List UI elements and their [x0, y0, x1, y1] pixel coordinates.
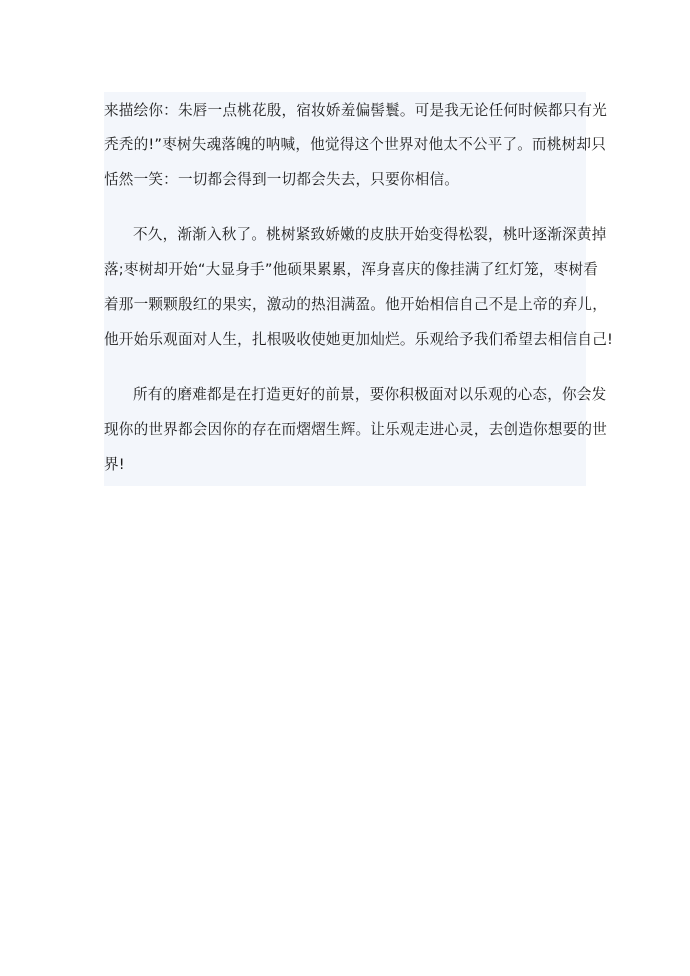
paragraph-1-line-3: 恬然一笑：一切都会得到一切都会失去，只要你相信。 — [104, 171, 460, 188]
paragraph-3-line-2: 现你的世界都会因你的存在而熠熠生辉。让乐观走进心灵，去创造你想要的世 — [104, 421, 607, 438]
paragraph-1-line-2: 秃秃的!”枣树失魂落魄的呐喊，他觉得这个世界对他太不公平了。而桃树却只 — [104, 136, 607, 153]
paragraph-3-line-3: 界! — [104, 456, 125, 473]
paragraph-2-line-1: 不久，渐渐入秋了。桃树紧致娇嫩的皮肤开始变得松裂，桃叶逐渐深黄掉 — [133, 226, 607, 243]
paragraph-1-line-1: 来描绘你：朱唇一点桃花殷，宿妆娇羞偏髻鬟。可是我无论任何时候都只有光 — [104, 102, 607, 119]
text-block — [104, 92, 614, 486]
paragraph-2-line-2: 落;枣树却开始“大显身手”他硕果累累，浑身喜庆的像挂满了红灯笼，枣树看 — [104, 261, 599, 278]
paragraph-3-line-1: 所有的磨难都是在打造更好的前景，要你积极面对以乐观的心态，你会发 — [133, 386, 607, 403]
paragraph-2-line-4: 他开始乐观面对人生，扎根吸收使她更加灿烂。乐观给予我们希望去相信自己! — [104, 331, 614, 348]
paragraph-2-line-3: 着那一颗颗殷红的果实，激动的热泪满盈。他开始相信自己不是上帝的弃儿， — [104, 296, 607, 313]
